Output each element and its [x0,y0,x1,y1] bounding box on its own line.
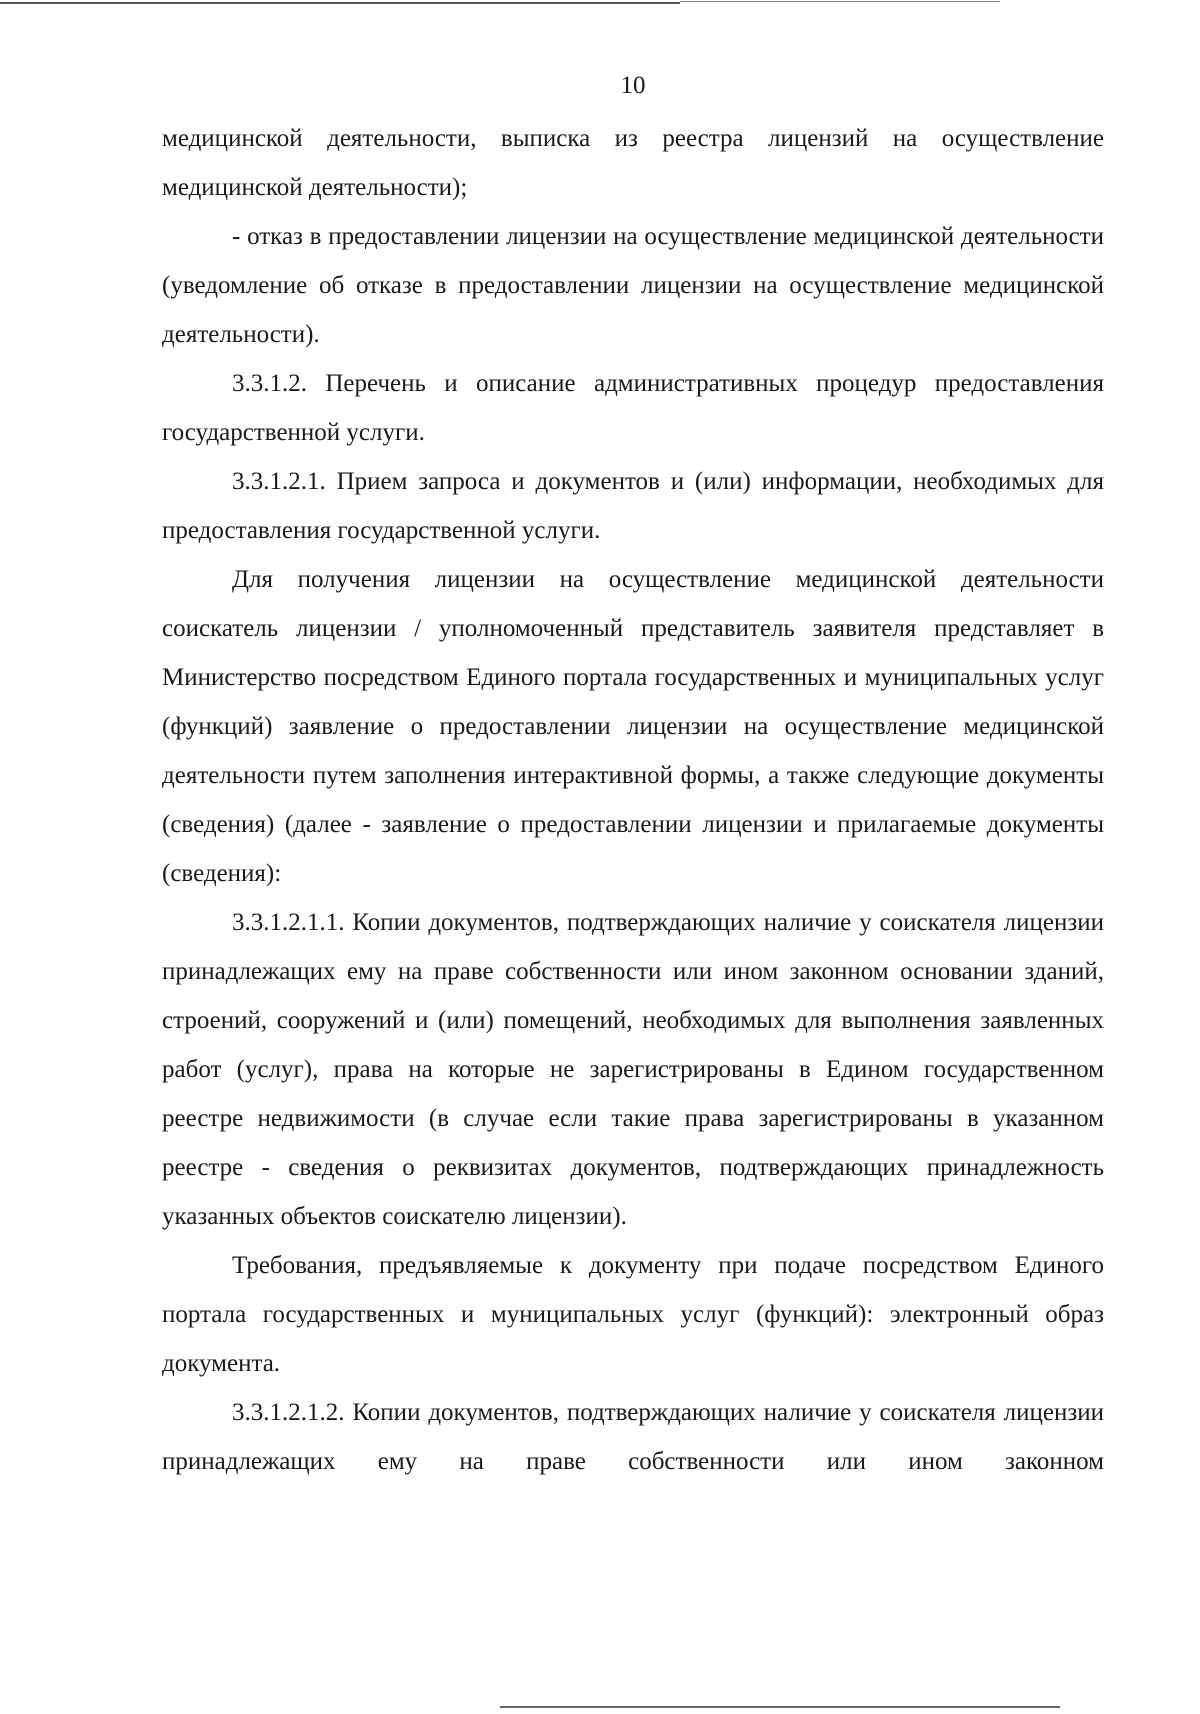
scan-edge-top [0,2,680,4]
scan-edge-bottom [500,1706,1060,1708]
paragraph-section-3-3-1-2: 3.3.1.2. Перечень и описание административных процедур предоставления государственной услуги. [162,370,1104,446]
document-body [162,114,1104,1486]
page-number: 10 [620,72,646,99]
paragraph-section-3-3-1-2-1-1: 3.3.1.2.1.1. Копии документов, подтверждающих наличие у соискателя лицензии принадлежащих ему на праве собственности или ином законном основании зданий, строений, сооружений и (или) помещений, необходимых для выполнения заявленных работ (услуг), права на которые не зарегистрированы в Едином государственном реестре недвижимости (в случае если такие права зарегистрированы в указанном реестре - сведения о реквизитах документов, подтверждающих принадлежность указанных объектов соискателю лицензии). [162,909,1104,1230]
paragraph-refusal-item: - отказ в предоставлении лицензии на осуществление медицинской деятельности (уведомление об отказе в предоставлении лицензии на осуществление медицинской деятельности). [162,223,1104,348]
paragraph-continuation: медицинской деятельности, выписка из реестра лицензий на осуществление медицинской деятельности); [162,125,1104,201]
scan-edge-top-faint [680,1,1000,2]
paragraph-license-application: Для получения лицензии на осуществление медицинской деятельности соискатель лицензии / уполномоченный представитель заявителя представляет в Министерство посредством Единого портала государственных и муниципальных услуг (функций) заявление о предоставлении лицензии на осуществление медицинской деятельности путем заполнения интерактивной формы, а также следующие документы (сведения) (далее - заявление о предоставлении лицензии и прилагаемые документы (сведения): [162,566,1104,887]
paragraph-section-3-3-1-2-1: 3.3.1.2.1. Прием запроса и документов и (или) информации, необходимых для предоставления государственной услуги. [162,468,1104,544]
paragraph-section-3-3-1-2-1-2: 3.3.1.2.1.2. Копии документов, подтверждающих наличие у соискателя лицензии принадлежащих ему на праве собственности или ином законном [162,1399,1104,1475]
paragraph-requirements: Требования, предъявляемые к документу при подаче посредством Единого портала государственных и муниципальных услуг (функций): электронный образ документа. [162,1252,1104,1377]
